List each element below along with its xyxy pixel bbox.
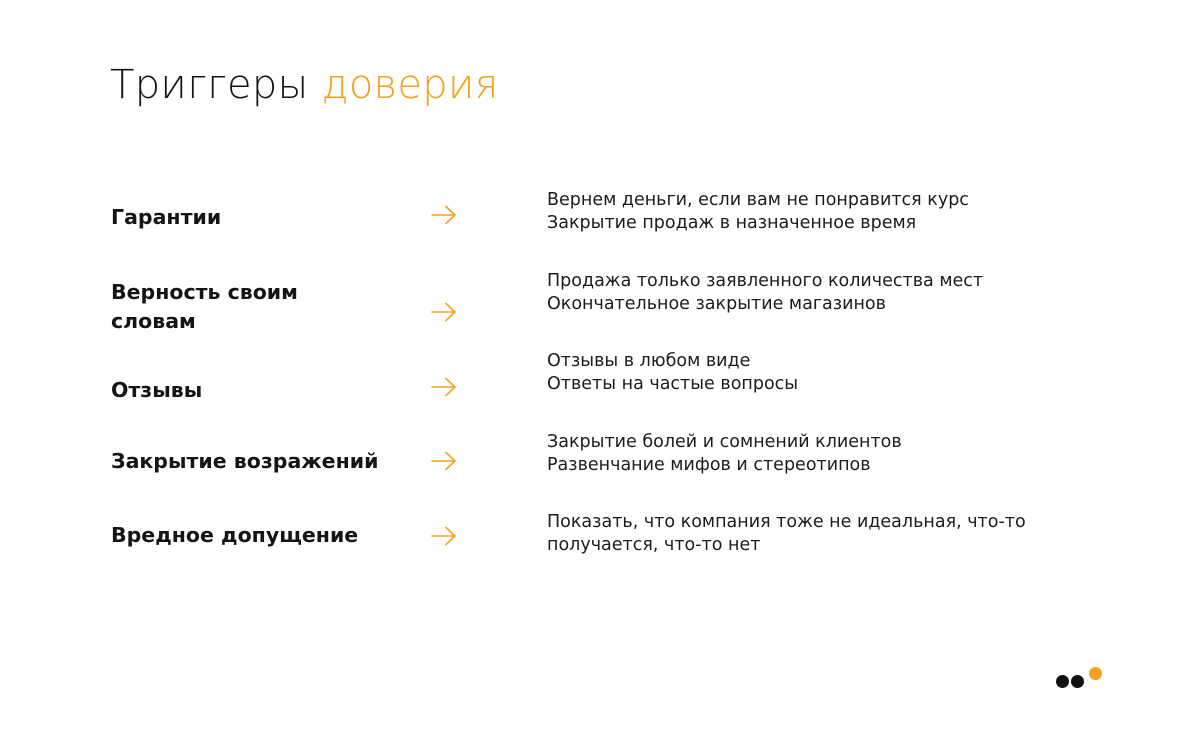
description-line: получается, что-то нет	[547, 535, 761, 555]
arrow-right-icon	[431, 526, 457, 546]
description-line: Закрытие продаж в назначенное время	[547, 213, 917, 233]
arrow-right-icon	[431, 377, 457, 397]
logo-dot-orange	[1089, 667, 1102, 680]
description-line: Продажа только заявленного количества мест	[547, 271, 984, 291]
description-line: Вернем деньги, если вам не понравится курс	[547, 190, 969, 210]
description-line: Отзывы в любом виде	[547, 351, 751, 371]
logo-dot-black	[1071, 675, 1084, 688]
title-accent: доверия	[321, 62, 499, 108]
page-title	[110, 62, 499, 108]
trigger-term: Отзывы	[111, 378, 203, 402]
logo-dot-black	[1056, 675, 1069, 688]
dots-logo-icon	[1054, 666, 1104, 690]
description-line: Развенчание мифов и стереотипов	[547, 455, 871, 475]
trigger-term: Закрытие возражений	[111, 449, 379, 473]
description-line: Показать, что компания тоже не идеальная, что-то	[547, 512, 1026, 532]
description-line: Ответы на частые вопросы	[547, 374, 799, 394]
trigger-term: Верность своим словам	[111, 280, 298, 333]
trigger-description	[547, 189, 1067, 235]
arrow-right-icon	[431, 205, 457, 225]
trigger-term: Вредное допущение	[111, 523, 359, 547]
trigger-description	[547, 511, 1067, 557]
title-main: Триггеры	[110, 62, 309, 108]
trigger-description	[547, 270, 1067, 316]
description-line: Закрытие болей и сомнений клиентов	[547, 432, 902, 452]
arrow-right-icon	[431, 451, 457, 471]
arrow-right-icon	[431, 302, 457, 322]
trigger-description	[547, 431, 1067, 477]
description-line: Окончательное закрытие магазинов	[547, 294, 886, 314]
trigger-description	[547, 350, 1067, 396]
trigger-term: Гарантии	[111, 205, 222, 229]
